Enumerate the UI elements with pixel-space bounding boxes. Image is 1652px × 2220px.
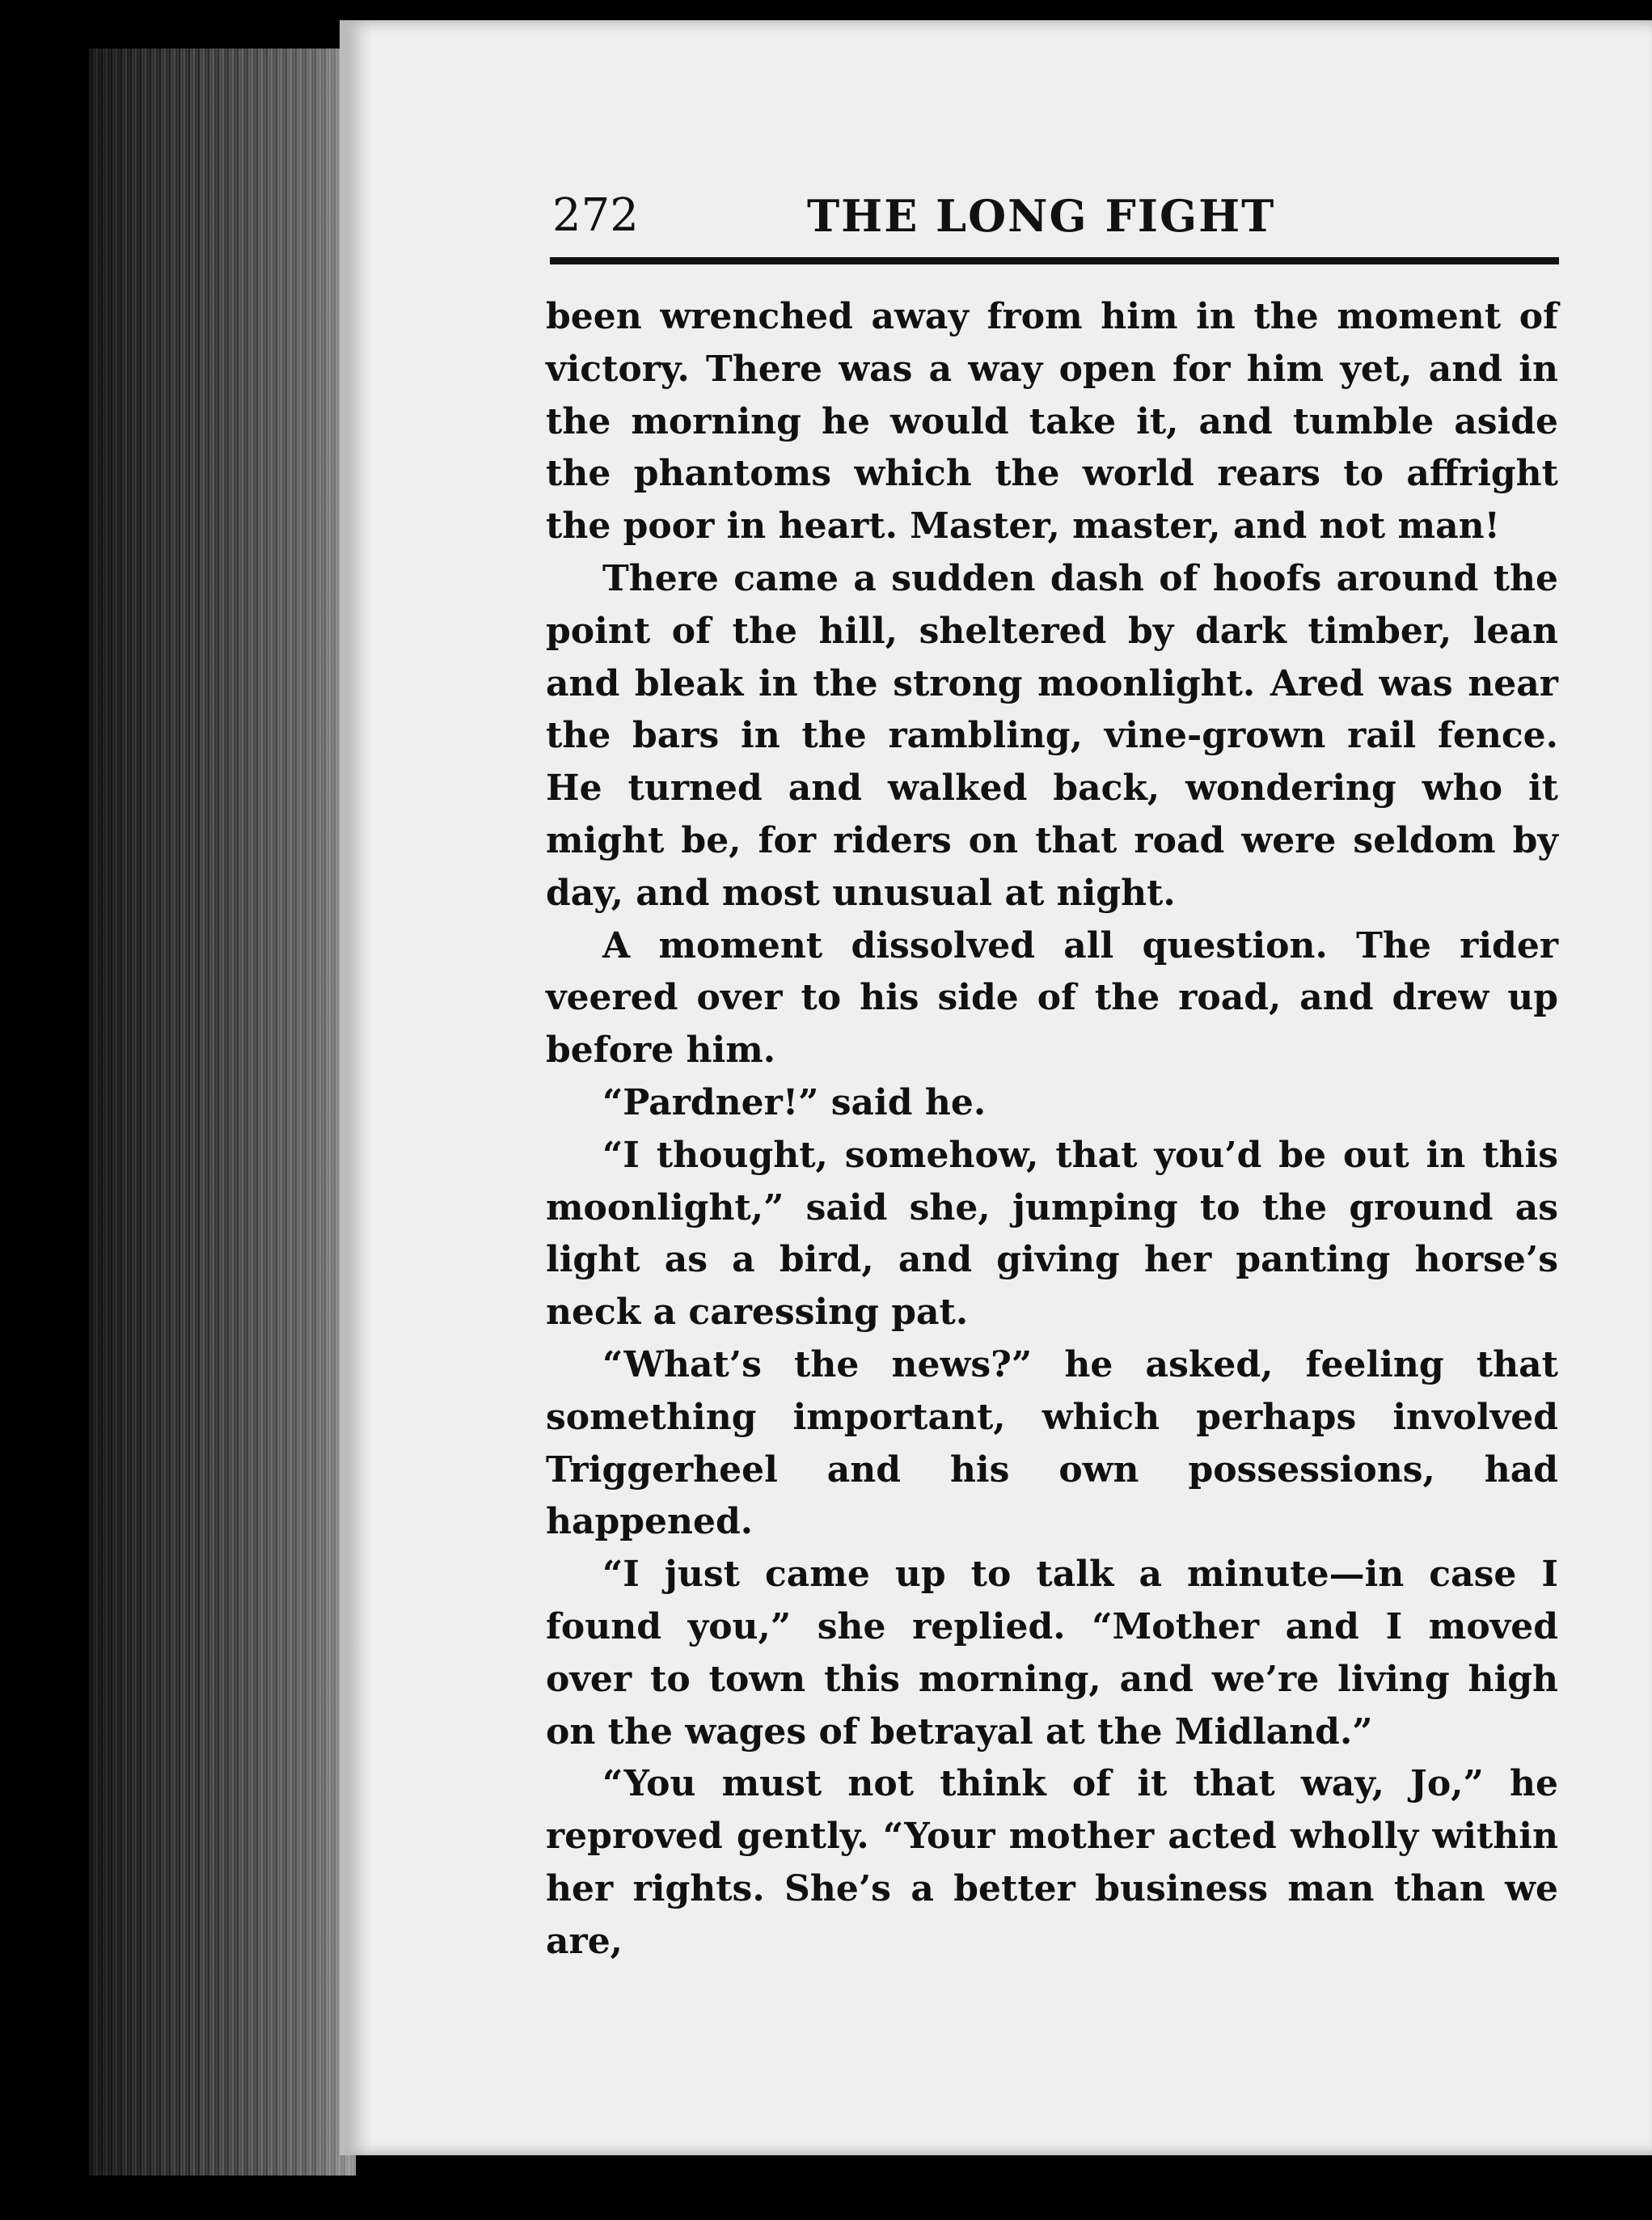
gutter-shadow bbox=[340, 20, 372, 2155]
paragraph: “Pardner!” said he. bbox=[602, 1081, 987, 1123]
paragraph: “I just came up to talk a minute—in case I found you,” she replied. “Mother and I moved over to town this morning, and we’re living high on the wages of betrayal at the Midland.” bbox=[546, 1554, 1558, 1753]
page-number: 272 bbox=[552, 189, 639, 242]
paragraph: “You must not think of it that way, Jo,” he reproved gently. “Your mother acted wholly within her rights. She’s a better business man than we are, bbox=[546, 1763, 1558, 1962]
header-rule bbox=[550, 257, 1559, 264]
body-text bbox=[546, 291, 1558, 1968]
book-page-edges bbox=[89, 49, 356, 2176]
paragraph: There came a sudden dash of hoofs around the point of the hill, sheltered by dark timber, lean and bleak in the strong moonlight. Ared was near the bars in the rambling, vine-grown rail fence. He turned and walked back, wondering who it might be, for riders on that road were seldom by day, and most unusual at night. bbox=[546, 557, 1558, 914]
paragraph: A moment dissolved all question. The rider veered over to his side of the road, and drew up before him. bbox=[546, 924, 1558, 1072]
running-title: THE LONG FIGHT bbox=[807, 190, 1276, 242]
page-header bbox=[552, 188, 1559, 244]
paragraph: “What’s the news?” he asked, feeling that something important, which perhaps involved Triggerheel and his own possessions, had happened. bbox=[546, 1343, 1558, 1543]
paragraph: “I thought, somehow, that you’d be out in this moonlight,” said she, jumping to the ground as light as a bird, and giving her panting horse’s neck a caressing pat. bbox=[546, 1134, 1558, 1334]
paragraph: been wrenched away from him in the moment of victory. There was a way open for him yet, and in the morning he would take it, and tumble aside the phantoms which the world rears to affright the poor in heart. Master, master, and not man! bbox=[546, 296, 1558, 548]
